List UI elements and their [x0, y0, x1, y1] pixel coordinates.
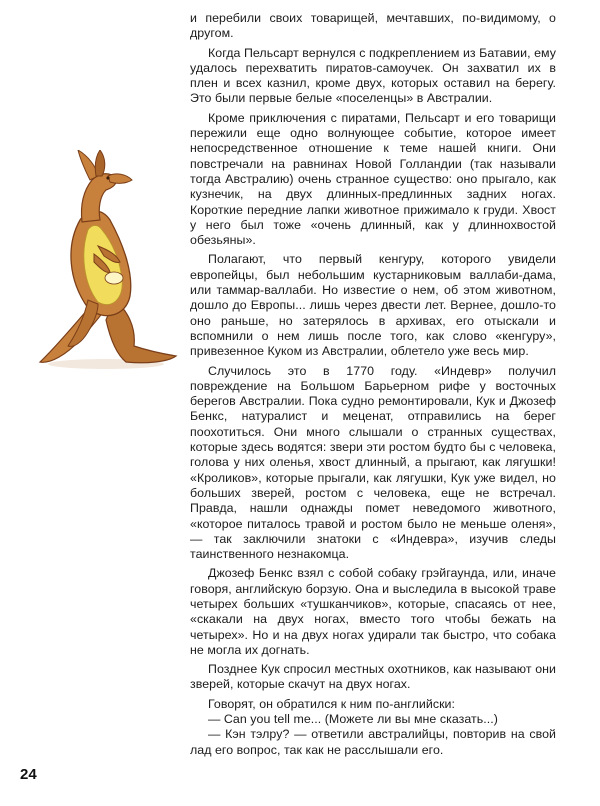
paragraph: Случилось это в 1770 году. «Индевр» получил повреждение на Большом Барьерном рифе у восточных берегов Австралии. Пока судно ремонтировали, Кук и Джозеф Бенкс, натуралист и меценат, отправились на берег поохотиться. Они много слышали о странных существах, которые здесь водятся: звери эти ростом будто бы с человека, голова у них оленья, хвост длинный, а прыгают, как лягушки! «Кроликов», которые прыгали, как лягушки, Кук уже видел, но больших зверей, ростом с человека, еще не встречал. Правда, нашли однажды помет неведомого животного, «которое питалось травой и ростом было не меньше оленя», — так заключили знатоки с «Индевра», изучив следы таинственного незнакомца.	[190, 363, 556, 562]
kangaroo-pouch	[105, 272, 123, 284]
paragraph: Когда Пельсарт вернулся с подкреплением из Батавии, ему удалось перехватить пиратов-самоучек. Он захватил их в плен и всех казнил, кроме двух, которых оставил на берегу. Это были первые белые «поселенцы» в Австралии.	[190, 45, 556, 106]
kangaroo-ear-right	[95, 150, 105, 176]
paragraph: — Кэн тэлру? — ответили австралийцы, повторив на свой лад его вопрос, так как не расслышали его.	[190, 727, 556, 757]
page-number: 24	[20, 766, 37, 783]
paragraph: Джозеф Бенкс взял с собой собаку грэйгаунда, или, иначе говоря, английскую борзую. Она и выследила в высокой траве четырех больших «тушканчиков», которые, спасаясь от нее, «скакали на двух ногах, вместо того чтобы бежать на четырех». Но и на двух ногах удирали так быстро, что собака не могла их догнать.	[190, 566, 556, 657]
kangaroo-eye	[106, 176, 109, 179]
paragraph: Говорят, он обратился к ним по-английски:	[208, 696, 455, 711]
paragraph: Полагают, что первый кенгуру, которого увидели европейцы, был небольшим кустарниковым валлаби-дама, или таммар-валлаби. Но известие о нем, об этом животном, дошло до Европы... лишь через двести лет. Вернее, дошло-то оно раньше, но затерялось в архивах, его отыскали и вспомнили о нем лишь после того, как слово «кенгуру», привезенное Куком из Австралии, облетело уже весь мир.	[190, 252, 556, 359]
paragraph: Позднее Кук спросил местных охотников, как называют они зверей, которые скачут на двух ногах.	[190, 662, 556, 692]
paragraph: Кроме приключения с пиратами, Пельсарт и его товарищи пережили еще одно волнующее событие, которое имеет непосредственное отношение к теме нашей книги. Они повстречали на равнинах Новой Голландии (так называли тогда Австралию) очень странное существо: оно прыгало, как кузнечик, на двух длинных-предлинных задних ногах. Короткие передние лапки животное прижимало к груди. Хвост у него был тоже «очень длинный, как у длиннохвостой обезьяны».	[190, 110, 556, 248]
kangaroo-snout	[108, 174, 132, 183]
paragraph: — Can you tell me... (Можете ли вы мне сказать...)	[208, 712, 498, 727]
paragraph: и перебили своих товарищей, мечтавших, по-видимому, о другом.	[190, 11, 556, 41]
kangaroo-illustration	[18, 150, 178, 375]
text-column	[190, 11, 556, 758]
kangaroo-drawing	[18, 150, 178, 375]
